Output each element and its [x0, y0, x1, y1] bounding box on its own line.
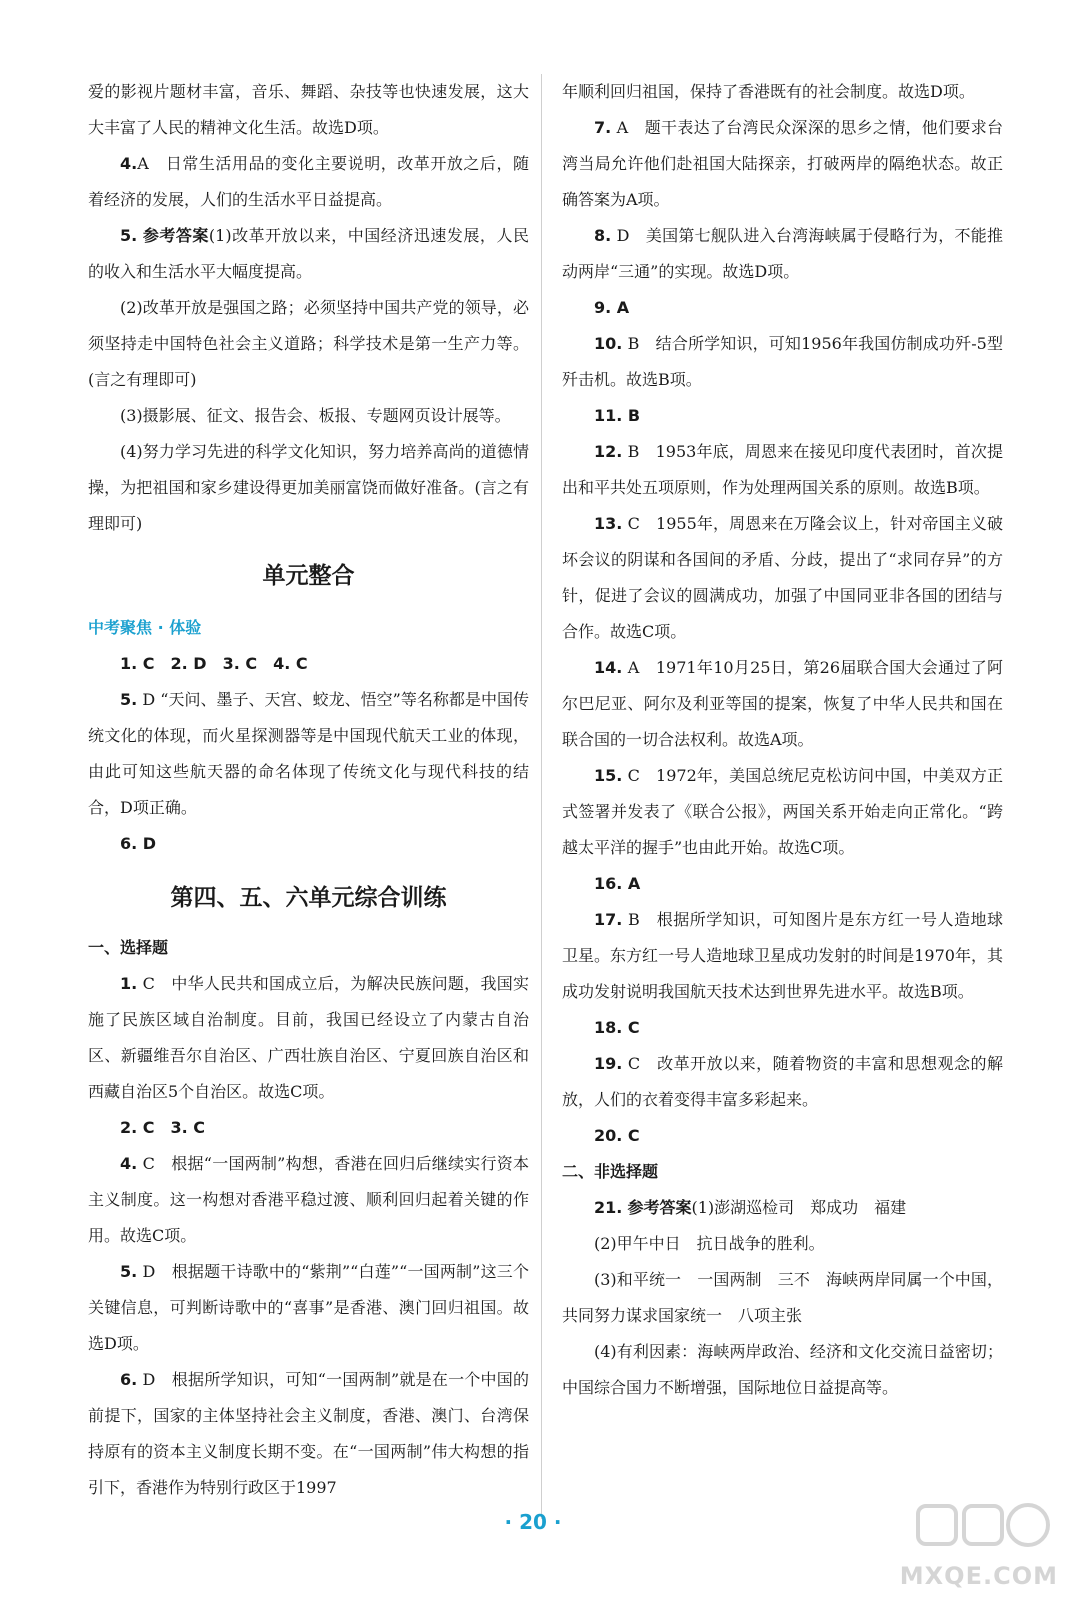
- question-number: 17.: [594, 910, 623, 929]
- answer-text: C 根据“一国两制”构想，香港在回归后继续实行资本主义制度。这一构想对香港平稳过渡、顺利回归起着关键的作用。故选C项。: [88, 1154, 529, 1245]
- answer-text: A 1971年10月25日，第26届联合国大会通过了阿尔巴尼亚、阿尔及利亚等国的提案，恢复了中华人民共和国在联合国的一切合法权利。故选A项。: [562, 658, 1003, 749]
- review-answer-15: [562, 758, 1003, 866]
- review-answer-21: [562, 1190, 1003, 1226]
- question-number: 15.: [594, 766, 623, 785]
- answer-text: C 中华人民共和国成立后，为解决民族问题，我国实施了民族区域自治制度。目前，我国已经设立了内蒙古自治区、新疆维吾尔自治区、广西壮族自治区、宁夏回族自治区和西藏自治区5个自治区。故选C项。: [88, 974, 529, 1101]
- answer-5-part-2: (2)改革开放是强国之路；必须坚持中国共产党的领导，必须坚持走中国特色社会主义道路；科学技术是第一生产力等。(言之有理即可): [88, 298, 529, 389]
- review-answer-9: 9. A: [594, 298, 630, 317]
- review-answer-16: 16. A: [594, 874, 641, 893]
- answer-text: C 1955年，周恩来在万隆会议上，针对帝国主义破坏会议的阴谋和各国间的矛盾、分歧，提出了“求同存异”的方针，促进了会议的圆满成功，加强了中国同亚非各国的团结与合作。故选C项。: [562, 514, 1003, 641]
- question-number: 7.: [594, 118, 612, 137]
- exam-focus-subheading: 中考聚焦 · 体验: [88, 618, 202, 637]
- answer-text: A 日常生活用品的变化主要说明，改革开放之后，随着经济的发展，人们的生活水平日益提高。: [88, 154, 529, 209]
- answer-text: B 根据所学知识，可知图片是东方红一号人造地球卫星。东方红一号人造地球卫星成功发射的时间是1970年，其成功发射说明我国航天技术达到世界先进水平。故选B项。: [562, 910, 1003, 1001]
- answer-5: [88, 218, 529, 290]
- answer-text: D “天问、墨子、天宫、蛟龙、悟空”等名称都是中国传统文化的体现，而火星探测器等是中国现代航天工业的体现，由此可知这些航天器的命名体现了传统文化与现代科技的结合，D项正确。: [88, 690, 529, 817]
- left-column: [88, 74, 529, 1506]
- answer-21-part-4: (4)有利因素：海峡两岸政治、经济和文化交流日益密切；中国综合国力不断增强，国际地位日益提高等。: [562, 1342, 1003, 1397]
- answer-text: B 1953年底，周恩来在接见印度代表团时，首次提出和平共处五项原则，作为处理两国关系的原则。故选B项。: [562, 442, 1003, 497]
- question-number: 5.: [120, 1262, 138, 1281]
- question-number: 4.: [120, 154, 138, 173]
- answer-21-part-2: (2)甲午中日 抗日战争的胜利。: [594, 1234, 825, 1253]
- answer-text: (1)澎湖巡检司 郑成功 福建: [691, 1198, 907, 1217]
- review-answer-13: [562, 506, 1003, 650]
- reference-answer-label: 参考答案: [142, 226, 209, 245]
- question-number: 21.: [594, 1198, 623, 1217]
- right-column: [562, 74, 1003, 1406]
- answer-text: D 美国第七舰队进入台湾海峡属于侵略行为，不能推动两岸“三通”的实现。故选D项。: [562, 226, 1003, 281]
- review-answer-7: [562, 110, 1003, 218]
- review-answer-19: [562, 1046, 1003, 1118]
- question-number: 5.: [120, 690, 138, 709]
- unit-summary-heading: 单元整合: [262, 563, 355, 589]
- question-number: 14.: [594, 658, 623, 677]
- paragraph: 年顺利回归祖国，保持了香港既有的社会制度。故选D项。: [562, 82, 975, 101]
- answer-text: C 1972年，美国总统尼克松访问中国，中美双方正式签署并发表了《联合公报》，两国关系开始走向正常化。“跨越太平洋的握手”也由此开始。故选C项。: [562, 766, 1003, 857]
- review-answer-8: [562, 218, 1003, 290]
- question-number: 6.: [120, 1370, 138, 1389]
- review-answer-5: [88, 1254, 529, 1362]
- review-answer-12: [562, 434, 1003, 506]
- review-answer-17: [562, 902, 1003, 1010]
- answer-text: A 题干表达了台湾民众深深的思乡之情，他们要求台湾当局允许他们赴祖国大陆探亲，打破两岸的隔绝状态。故正确答案为A项。: [562, 118, 1003, 209]
- review-answer-11: 11. B: [594, 406, 641, 425]
- review-answer-14: [562, 650, 1003, 758]
- answer-5-part-3: (3)摄影展、征文、报告会、板报、专题网页设计展等。: [120, 406, 511, 425]
- reference-answer-label: 参考答案: [627, 1198, 692, 1217]
- answers-1-4: 1. C 2. D 3. C 4. C: [120, 654, 308, 673]
- watermark-text: MXQE.COM: [899, 1562, 1058, 1590]
- watermark-logo-icon: [858, 1500, 1058, 1560]
- column-divider: [541, 74, 542, 1519]
- watermark: [858, 1500, 1058, 1590]
- review-answer-18: 18. C: [594, 1018, 640, 1037]
- answer-text: D 根据题干诗歌中的“紫荆”“白莲”“一国两制”这三个关键信息，可判断诗歌中的“喜事”是香港、澳门回归祖国。故选D项。: [88, 1262, 529, 1353]
- question-number: 19.: [594, 1054, 623, 1073]
- question-number: 8.: [594, 226, 612, 245]
- review-heading: 第四、五、六单元综合训练: [170, 885, 447, 911]
- answer-5b: [88, 682, 529, 826]
- review-answers-2-3: 2. C 3. C: [120, 1118, 206, 1137]
- answer-text: C 改革开放以来，随着物资的丰富和思想观念的解放，人们的衣着变得丰富多彩起来。: [562, 1054, 1003, 1109]
- answer-text: B 结合所学知识，可知1956年我国仿制成功歼-5型歼击机。故选B项。: [562, 334, 1003, 389]
- answer-6b: 6. D: [120, 834, 157, 853]
- question-number: 1.: [120, 974, 138, 993]
- page-number: · 20 ·: [504, 1510, 562, 1534]
- section-non-choice: 二、非选择题: [562, 1162, 659, 1181]
- answer-21-part-3: (3)和平统一 一国两制 三不 海峡两岸同属一个中国，共同努力谋求国家统一 八项主张: [562, 1270, 1003, 1325]
- review-answer-6: [88, 1362, 529, 1506]
- answer-text: (1)改革开放以来，中国经济迅速发展，人民的收入和生活水平大幅度提高。: [88, 226, 529, 281]
- question-number: 10.: [594, 334, 623, 353]
- review-answer-20: 20. C: [594, 1126, 640, 1145]
- review-answer-1: [88, 966, 529, 1110]
- answer-5-part-4: (4)努力学习先进的科学文化知识，努力培养高尚的道德情操，为把祖国和家乡建设得更加美丽富饶而做好准备。(言之有理即可): [88, 442, 529, 533]
- question-number: 4.: [120, 1154, 138, 1173]
- answer-text: D 根据所学知识，可知“一国两制”就是在一个中国的前提下，国家的主体坚持社会主义制度，香港、澳门、台湾保持原有的资本主义制度长期不变。在“一国两制”伟大构想的指引下，香港作为特别行政区于1997: [88, 1370, 529, 1497]
- section-multiple-choice: 一、选择题: [88, 938, 169, 957]
- question-number: 12.: [594, 442, 623, 461]
- review-answer-10: [562, 326, 1003, 398]
- question-number: 13.: [594, 514, 623, 533]
- question-number: 5.: [120, 226, 138, 245]
- paragraph: 爱的影视片题材丰富，音乐、舞蹈、杂技等也快速发展，这大大丰富了人民的精神文化生活。故选D项。: [88, 82, 529, 137]
- review-answer-4: [88, 1146, 529, 1254]
- answer-4: [88, 146, 529, 218]
